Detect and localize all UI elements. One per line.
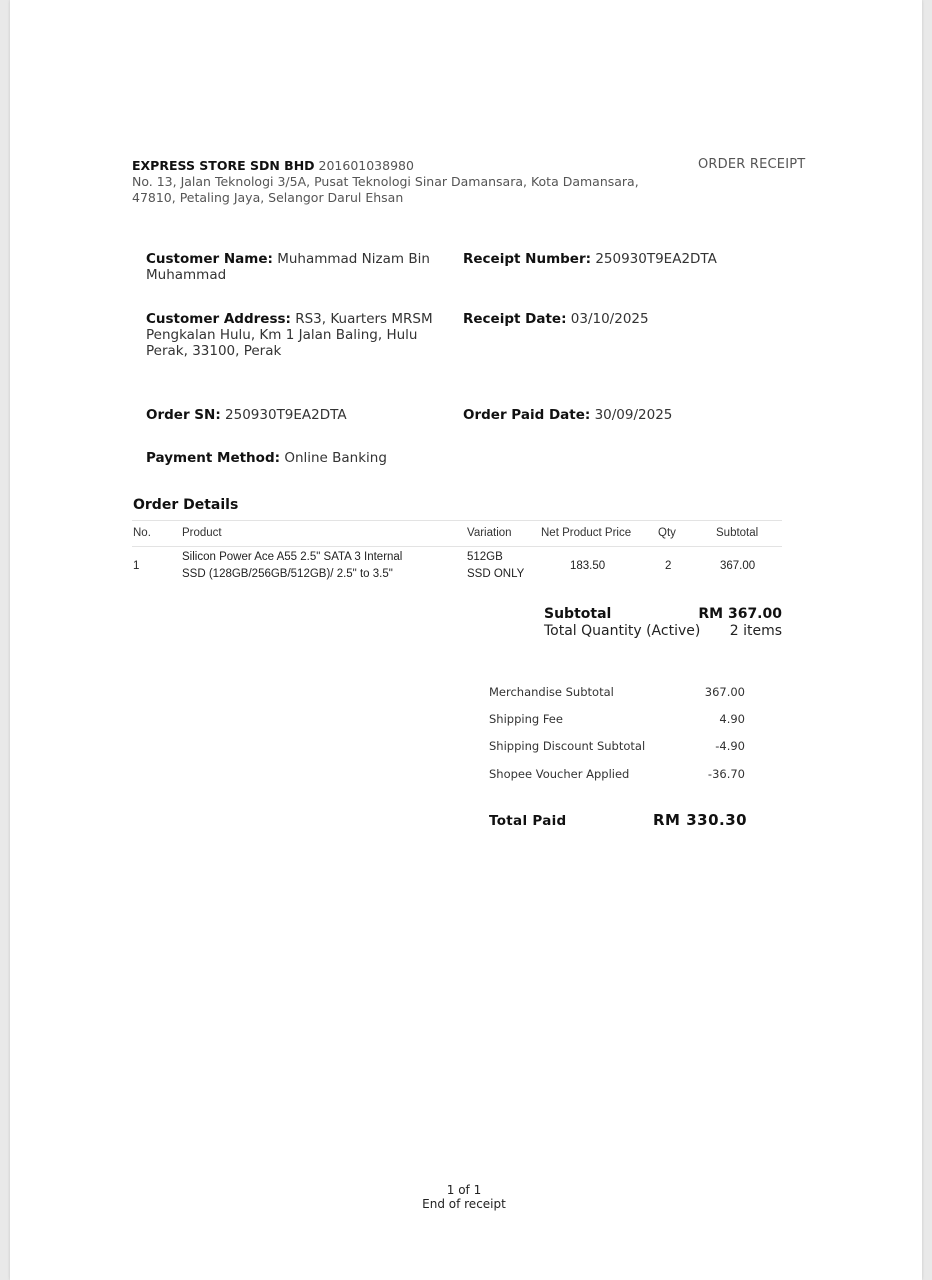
seller-address-line2: 47810, Petaling Jaya, Selangor Darul Ehsan (132, 190, 404, 205)
fee-value: -36.70 (707, 767, 745, 781)
document-title: ORDER RECEIPT (698, 157, 806, 172)
receipt-date-field (463, 311, 783, 327)
fee-label: Merchandise Subtotal (489, 685, 614, 699)
summary-subtotal-value: RM 367.00 (698, 606, 782, 622)
page-number: 1 of 1 (446, 1183, 482, 1197)
customer-address: RS3, Kuarters MRSM Pengkalan Hulu, Km 1 Jalan Baling, Hulu Perak, 33100, Perak (146, 311, 433, 359)
order-sn: 250930T9EA2DTA (225, 407, 347, 423)
customer-address-label: Customer Address: (146, 311, 291, 327)
row-product-line1: Silicon Power Ace A55 2.5" SATA 3 Internal (182, 551, 403, 563)
column-header-qty: Qty (658, 527, 676, 539)
payment-method-label: Payment Method: (146, 450, 281, 466)
seller-header (132, 157, 414, 174)
fee-label: Shopee Voucher Applied (489, 767, 630, 781)
seller-address-line1: No. 13, Jalan Teknologi 3/5A, Pusat Teknologi Sinar Damansara, Kota Damansara, (132, 174, 639, 189)
customer-name-label: Customer Name: (146, 251, 273, 267)
customer-name-field (146, 251, 446, 283)
table-top-divider (132, 520, 782, 521)
table-header-divider (132, 546, 782, 547)
row-product-line2: SSD (128GB/256GB/512GB)/ 2.5" to 3.5" (182, 568, 393, 580)
summary-qty-label: Total Quantity (Active) (544, 623, 701, 639)
fee-label: Shipping Discount Subtotal (489, 739, 646, 753)
order-sn-label: Order SN: (146, 407, 221, 423)
fee-value: -4.90 (715, 739, 745, 753)
customer-name: Muhammad Nizam Bin Muhammad (146, 251, 430, 283)
total-paid-value: RM 330.30 (653, 811, 748, 829)
column-header-product: Product (182, 527, 222, 539)
receipt-number-label: Receipt Number: (463, 251, 592, 267)
receipt-page (10, 0, 922, 1280)
receipt-date-label: Receipt Date: (463, 311, 567, 327)
order-paid-date-label: Order Paid Date: (463, 407, 591, 423)
row-subtotal: 367.00 (720, 560, 756, 572)
seller-reg-no: 201601038980 (318, 158, 414, 173)
fee-value: 367.00 (704, 685, 745, 699)
row-variation-line1: 512GB (467, 551, 503, 563)
order-sn-field (146, 407, 446, 423)
total-paid-label: Total Paid (489, 813, 567, 829)
column-header-variation: Variation (467, 527, 512, 539)
order-paid-date: 30/09/2025 (594, 407, 673, 423)
row-variation-line2: SSD ONLY (467, 568, 525, 580)
row-no: 1 (133, 560, 140, 572)
order-details-title: Order Details (133, 497, 239, 513)
payment-method-field (146, 450, 446, 466)
customer-address-field (146, 311, 446, 359)
receipt-date: 03/10/2025 (570, 311, 649, 327)
column-header-no: No. (133, 527, 151, 539)
seller-name: EXPRESS STORE SDN BHD (132, 158, 315, 173)
summary-qty-value: 2 items (729, 623, 782, 639)
payment-method: Online Banking (284, 450, 387, 466)
fee-value: 4.90 (719, 712, 745, 726)
column-header-net-price: Net Product Price (541, 527, 632, 539)
end-of-receipt: End of receipt (422, 1197, 506, 1211)
row-net-price: 183.50 (570, 560, 606, 572)
summary-subtotal-label: Subtotal (544, 606, 612, 622)
row-qty: 2 (665, 560, 672, 572)
column-header-subtotal: Subtotal (716, 527, 759, 539)
receipt-number-field (463, 251, 783, 267)
receipt-number: 250930T9EA2DTA (595, 251, 717, 267)
fee-label: Shipping Fee (489, 712, 563, 726)
order-paid-date-field (463, 407, 783, 423)
